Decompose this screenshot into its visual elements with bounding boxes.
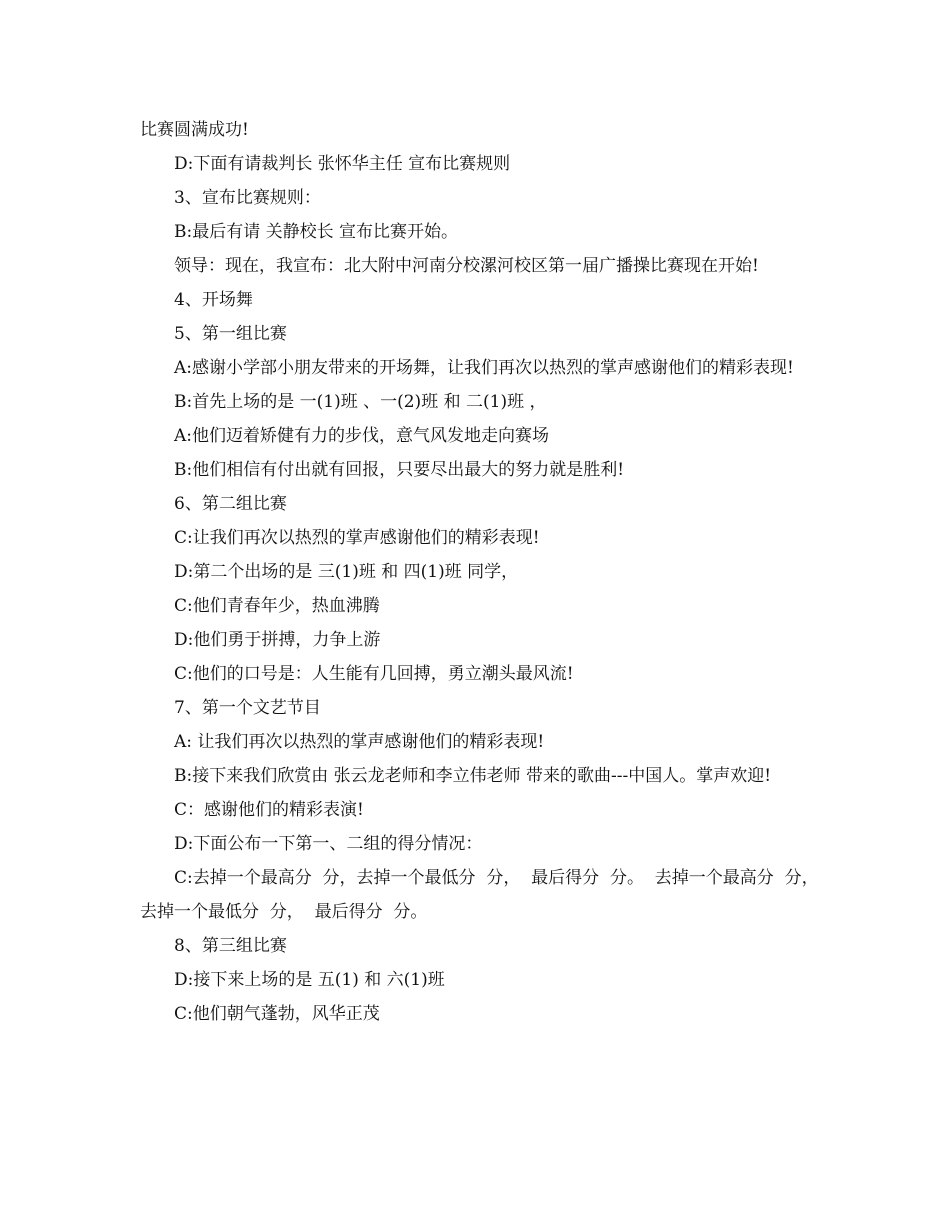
document-line: 3、宣布比赛规则：	[174, 188, 321, 208]
document-line: D:下面有请裁判长 张怀华主任 宣布比赛规则	[174, 154, 511, 174]
document-line: 领导：现在，我宣布：北大附中河南分校漯河校区第一届广播操比赛现在开始!	[174, 256, 759, 276]
document-line: B:最后有请 关静校长 宣布比赛开始。	[174, 222, 459, 242]
document-line: C:让我们再次以热烈的掌声感谢他们的精彩表现!	[174, 528, 540, 548]
document-line: A:他们迈着矫健有力的步伐，意气风发地走向赛场	[174, 426, 550, 446]
document-line: 比赛圆满成功!	[140, 120, 249, 140]
document-line: C:他们的口号是：人生能有几回搏，勇立潮头最风流!	[174, 664, 574, 684]
document-line: C:他们朝气蓬勃，风华正茂	[174, 1004, 380, 1024]
document-line: 8、第三组比赛	[174, 936, 287, 956]
document-line: B:首先上场的是 一(1)班 、一(2)班 和 二(1)班 ，	[174, 392, 547, 412]
document-line: D:他们勇于拼搏，力争上游	[174, 630, 381, 650]
document-line: 7、第一个文艺节目	[174, 698, 321, 718]
document-line: C:去掉一个最高分 分，去掉一个最低分 分， 最后得分 分。 去掉一个最高分 分，去掉一个最低分 分， 最后得分 分。	[140, 868, 819, 922]
document-body	[140, 113, 820, 1031]
document-line: C:他们青春年少，热血沸腾	[174, 596, 380, 616]
document-line: 6、第二组比赛	[174, 494, 287, 514]
document-line: A: 让我们再次以热烈的掌声感谢他们的精彩表现!	[174, 732, 545, 752]
document-line: 5、第一组比赛	[174, 324, 287, 344]
document-line: C：感谢他们的精彩表演!	[174, 800, 364, 820]
document-line: D:下面公布一下第一、二组的得分情况：	[174, 834, 483, 854]
document-line: A:感谢小学部小朋友带来的开场舞，让我们再次以热烈的掌声感谢他们的精彩表现!	[174, 358, 794, 378]
document-line: B:接下来我们欣赏由 张云龙老师和李立伟老师 带来的歌曲---中国人。掌声欢迎!	[174, 766, 772, 786]
document-line: D:第二个出场的是 三(1)班 和 四(1)班 同学，	[174, 562, 519, 582]
document-line: 4、开场舞	[174, 290, 253, 310]
document-line: D:接下来上场的是 五(1) 和 六(1)班	[174, 970, 445, 990]
document-line: B:他们相信有付出就有回报，只要尽出最大的努力就是胜利!	[174, 460, 625, 480]
